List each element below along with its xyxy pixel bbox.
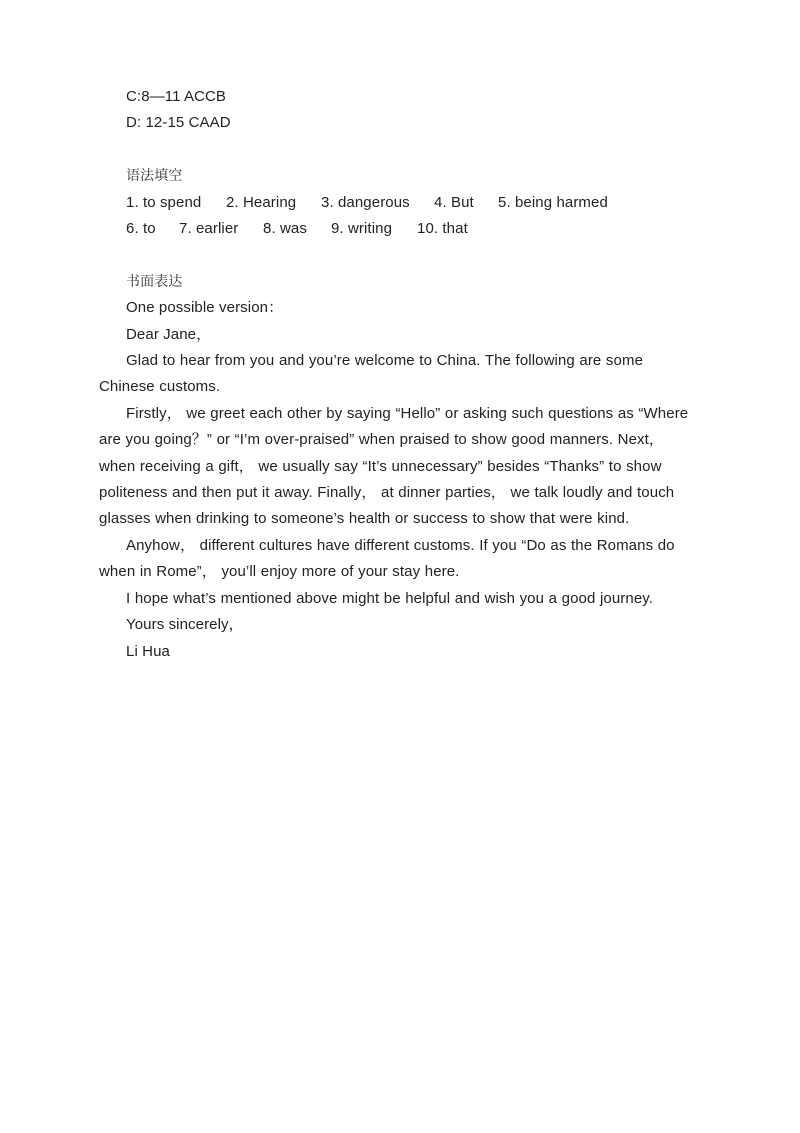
letter-paragraph-1: Glad to hear from you and you’re welcome to China. The following are some Chinese customs.	[99, 352, 644, 396]
grammar-answers-row-2	[99, 216, 699, 242]
spacer	[99, 137, 699, 163]
answer-section-c: C:8—11 ACCB	[126, 88, 227, 105]
grammar-answer: 5. being harmed	[498, 193, 608, 211]
grammar-answer: 7. earlier	[179, 220, 239, 238]
grammar-answer: 3. dangerous	[321, 193, 410, 211]
letter-paragraph-4: I hope what’s mentioned above might be helpful and wish you a good journey.	[126, 589, 654, 607]
grammar-answer: 9. writing	[331, 220, 393, 238]
grammar-heading: 语法填空	[126, 168, 183, 185]
grammar-answer: 2. Hearing	[226, 193, 297, 211]
grammar-answer: 6. to	[126, 220, 156, 238]
answer-key-page	[99, 84, 699, 665]
letter-paragraph-3: Anyhow， different cultures have different customs. If you “Do as the Romans do when in Rome”， you’ll enjoy more of your stay here.	[99, 536, 675, 581]
grammar-answer: 10. that	[417, 220, 468, 238]
letter-paragraph-2: Firstly， we greet each other by saying “Hello” or asking such questions as “Where are you going？” or “I’m over-praised” when praised to show good manners. Next，when receiving a gift， we usually say “It’s unnecessary” besides “Thanks” to show politeness and then put it away. Finally， at dinner parties， we talk loudly and touch glasses when drinking to someone’s health or success to show that were kind.	[99, 404, 689, 528]
spacer	[99, 242, 699, 268]
letter-salutation: Dear Jane，	[126, 325, 212, 343]
answer-section-d: D: 12-15 CAAD	[126, 114, 231, 132]
letter-closing: Yours sincerely，	[126, 616, 244, 634]
grammar-answers-row-1	[99, 190, 699, 216]
letter-signature: Li Hua	[126, 642, 170, 660]
grammar-answer: 4. But	[434, 193, 474, 211]
writing-heading: 书面表达	[126, 273, 183, 290]
grammar-answer: 1. to spend	[126, 193, 202, 211]
version-label: One possible version：	[126, 299, 284, 317]
grammar-answer: 8. was	[263, 220, 307, 238]
